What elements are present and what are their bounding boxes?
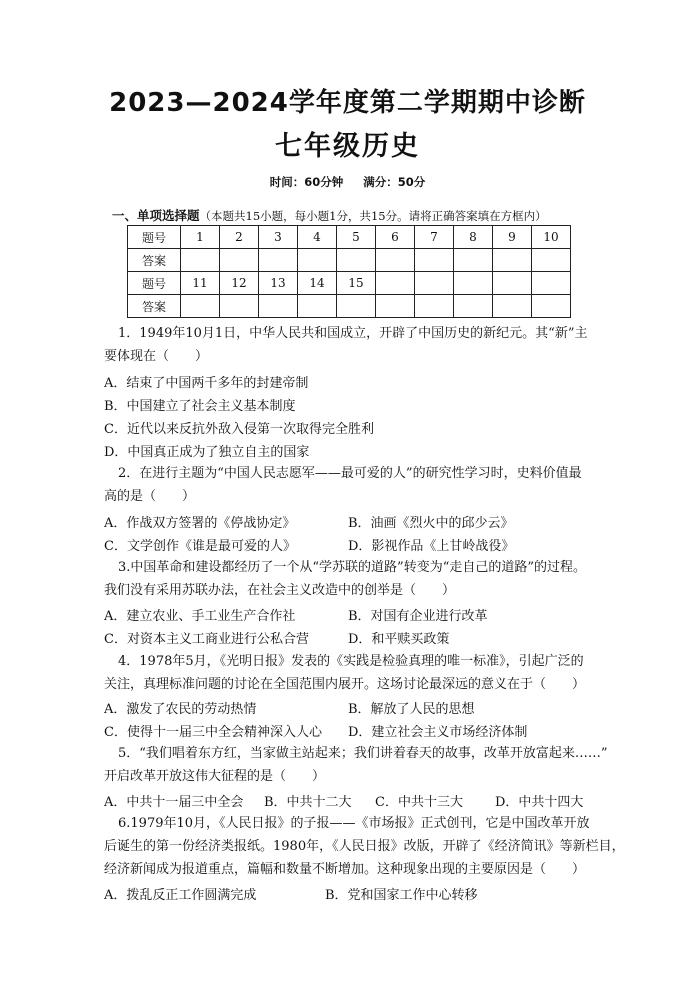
stem-line: 我们没有采用苏联办法，在社会主义改造中的创举是（ ） — [104, 583, 456, 598]
stem-line: 3.中国革命和建设都经历了一个从“学苏联的道路”转变为“走自己的道路”的过程。 — [118, 560, 586, 575]
answer-cell[interactable] — [454, 295, 493, 318]
table-cell: 12 — [220, 272, 259, 295]
stem-line: 2．在进行主题为“中国人民志愿军——最可爱的人”的研究性学习时，史料价值最 — [118, 466, 582, 481]
table-cell — [415, 272, 454, 295]
stem-line: 5．“我们唱着东方红，当家做主站起来；我们讲着春天的故事，改革开放富起来……” — [118, 746, 608, 761]
stem-line: 4．1978年5月，《光明日报》发表的《实践是检验真理的唯一标准》，引起广泛的 — [118, 654, 584, 669]
answer-cell[interactable] — [298, 295, 337, 318]
option-c[interactable]: C．文学创作《谁是最可爱的人》 — [104, 539, 296, 554]
table-cell: 7 — [415, 226, 454, 249]
question-2-stem — [104, 462, 604, 508]
answer-cell[interactable] — [532, 249, 571, 272]
option-d[interactable]: D．中共十四大 — [495, 795, 584, 810]
table-row — [128, 272, 571, 295]
option-a[interactable]: A．中共十一届三中全会 — [104, 795, 244, 810]
option-b[interactable]: B．党和国家工作中心转移 — [325, 888, 478, 903]
answer-cell[interactable] — [298, 249, 337, 272]
option-a[interactable]: A．激发了农民的劳动热情 — [104, 702, 257, 717]
option-b[interactable]: B．对国有企业进行改革 — [348, 609, 488, 624]
option-d[interactable]: D．和平赎买政策 — [348, 632, 450, 647]
answer-cell[interactable] — [415, 249, 454, 272]
table-cell — [376, 272, 415, 295]
answer-cell[interactable] — [259, 249, 298, 272]
option-b[interactable]: B．中共十二大 — [264, 795, 352, 810]
option-a[interactable]: A．拨乱反正工作圆满完成 — [104, 888, 257, 903]
table-cell: 9 — [493, 226, 532, 249]
question-4-stem — [104, 650, 604, 696]
stem-line: 要体现在（ ） — [104, 349, 209, 364]
row-label: 题号 — [128, 272, 181, 295]
answer-cell[interactable] — [532, 295, 571, 318]
answer-cell[interactable] — [337, 295, 376, 318]
question-1-stem — [104, 322, 604, 368]
answer-cell[interactable] — [181, 249, 220, 272]
table-cell — [532, 272, 571, 295]
option-d[interactable]: D．影视作品《上甘岭战役》 — [348, 539, 515, 554]
stem-line: 开启改革开放这伟大征程的是（ ） — [104, 769, 326, 784]
table-cell: 4 — [298, 226, 337, 249]
option-b[interactable]: B．中国建立了社会主义基本制度 — [104, 399, 296, 414]
row-label: 答案 — [128, 249, 181, 272]
section-heading — [112, 206, 547, 224]
section-note: （本题共15小题，每小题1分，共15分。请将正确答案填在方框内） — [199, 209, 547, 223]
option-a[interactable]: A．作战双方签署的《停战协定》 — [104, 516, 296, 531]
table-cell — [493, 272, 532, 295]
option-c[interactable]: C．中共十三大 — [375, 795, 463, 810]
table-cell: 3 — [259, 226, 298, 249]
table-row — [128, 249, 571, 272]
exam-score: 满分：50分 — [363, 175, 426, 189]
answer-cell[interactable] — [376, 295, 415, 318]
answer-cell[interactable] — [181, 295, 220, 318]
answer-table — [127, 225, 571, 318]
table-cell: 8 — [454, 226, 493, 249]
table-cell: 6 — [376, 226, 415, 249]
stem-line: 关注，真理标准问题的讨论在全国范围内展开。这场讨论最深远的意义在于（ ） — [104, 677, 586, 692]
table-cell: 1 — [181, 226, 220, 249]
answer-cell[interactable] — [493, 249, 532, 272]
stem-line: 1．1949年10月1日，中华人民共和国成立，开辟了中国历史的新纪元。其“新”主 — [118, 326, 588, 341]
exam-title: 2023—2024学年度第二学期期中诊断 — [109, 88, 586, 118]
question-6-stem — [104, 812, 625, 881]
answer-cell[interactable] — [220, 249, 259, 272]
option-a[interactable]: A．结束了中国两千多年的封建帝制 — [104, 376, 309, 391]
option-d[interactable]: D．建立社会主义市场经济体制 — [348, 725, 528, 740]
row-label: 题号 — [128, 226, 181, 249]
exam-subtitle: 七年级历史 — [275, 131, 420, 162]
table-cell: 5 — [337, 226, 376, 249]
stem-line: 6.1979年10月，《人民日报》的子报——《市场报》正式创刊，它是中国改革开放 — [118, 816, 590, 831]
stem-line: 经济新闻成为报道重点，篇幅和数量不断增加。这种现象出现的主要原因是（ ） — [104, 862, 586, 877]
stem-line: 高的是（ ） — [104, 489, 196, 504]
section-title: 一、单项选择题 — [112, 208, 200, 223]
answer-cell[interactable] — [220, 295, 259, 318]
stem-line: 后诞生的第一份经济类报纸。1980年，《人民日报》改版，开辟了《经济简讯》等新栏目， — [104, 839, 625, 854]
option-d[interactable]: D．中国真正成为了独立自主的国家 — [104, 445, 310, 460]
option-c[interactable]: C．对资本主义工商业进行公私合营 — [104, 632, 309, 647]
option-b[interactable]: B．解放了人民的思想 — [348, 702, 475, 717]
answer-cell[interactable] — [454, 249, 493, 272]
table-cell: 15 — [337, 272, 376, 295]
option-a[interactable]: A．建立农业、手工业生产合作社 — [104, 609, 296, 624]
row-label: 答案 — [128, 295, 181, 318]
table-cell: 2 — [220, 226, 259, 249]
table-cell — [454, 272, 493, 295]
answer-cell[interactable] — [415, 295, 454, 318]
option-c[interactable]: C．使得十一届三中全会精神深入人心 — [104, 725, 322, 740]
option-c[interactable]: C．近代以来反抗外敌入侵第一次取得完全胜利 — [104, 422, 374, 437]
table-row — [128, 295, 571, 318]
exam-time: 时间：60分钟 — [269, 175, 344, 189]
answer-cell[interactable] — [259, 295, 298, 318]
exam-info — [0, 174, 695, 190]
question-5-stem — [104, 742, 608, 788]
table-cell: 11 — [181, 272, 220, 295]
table-cell: 10 — [532, 226, 571, 249]
table-cell: 13 — [259, 272, 298, 295]
answer-cell[interactable] — [493, 295, 532, 318]
question-3-stem — [104, 556, 604, 602]
option-b[interactable]: B．油画《烈火中的邱少云》 — [348, 516, 514, 531]
table-cell: 14 — [298, 272, 337, 295]
table-row — [128, 226, 571, 249]
answer-cell[interactable] — [337, 249, 376, 272]
answer-cell[interactable] — [376, 249, 415, 272]
